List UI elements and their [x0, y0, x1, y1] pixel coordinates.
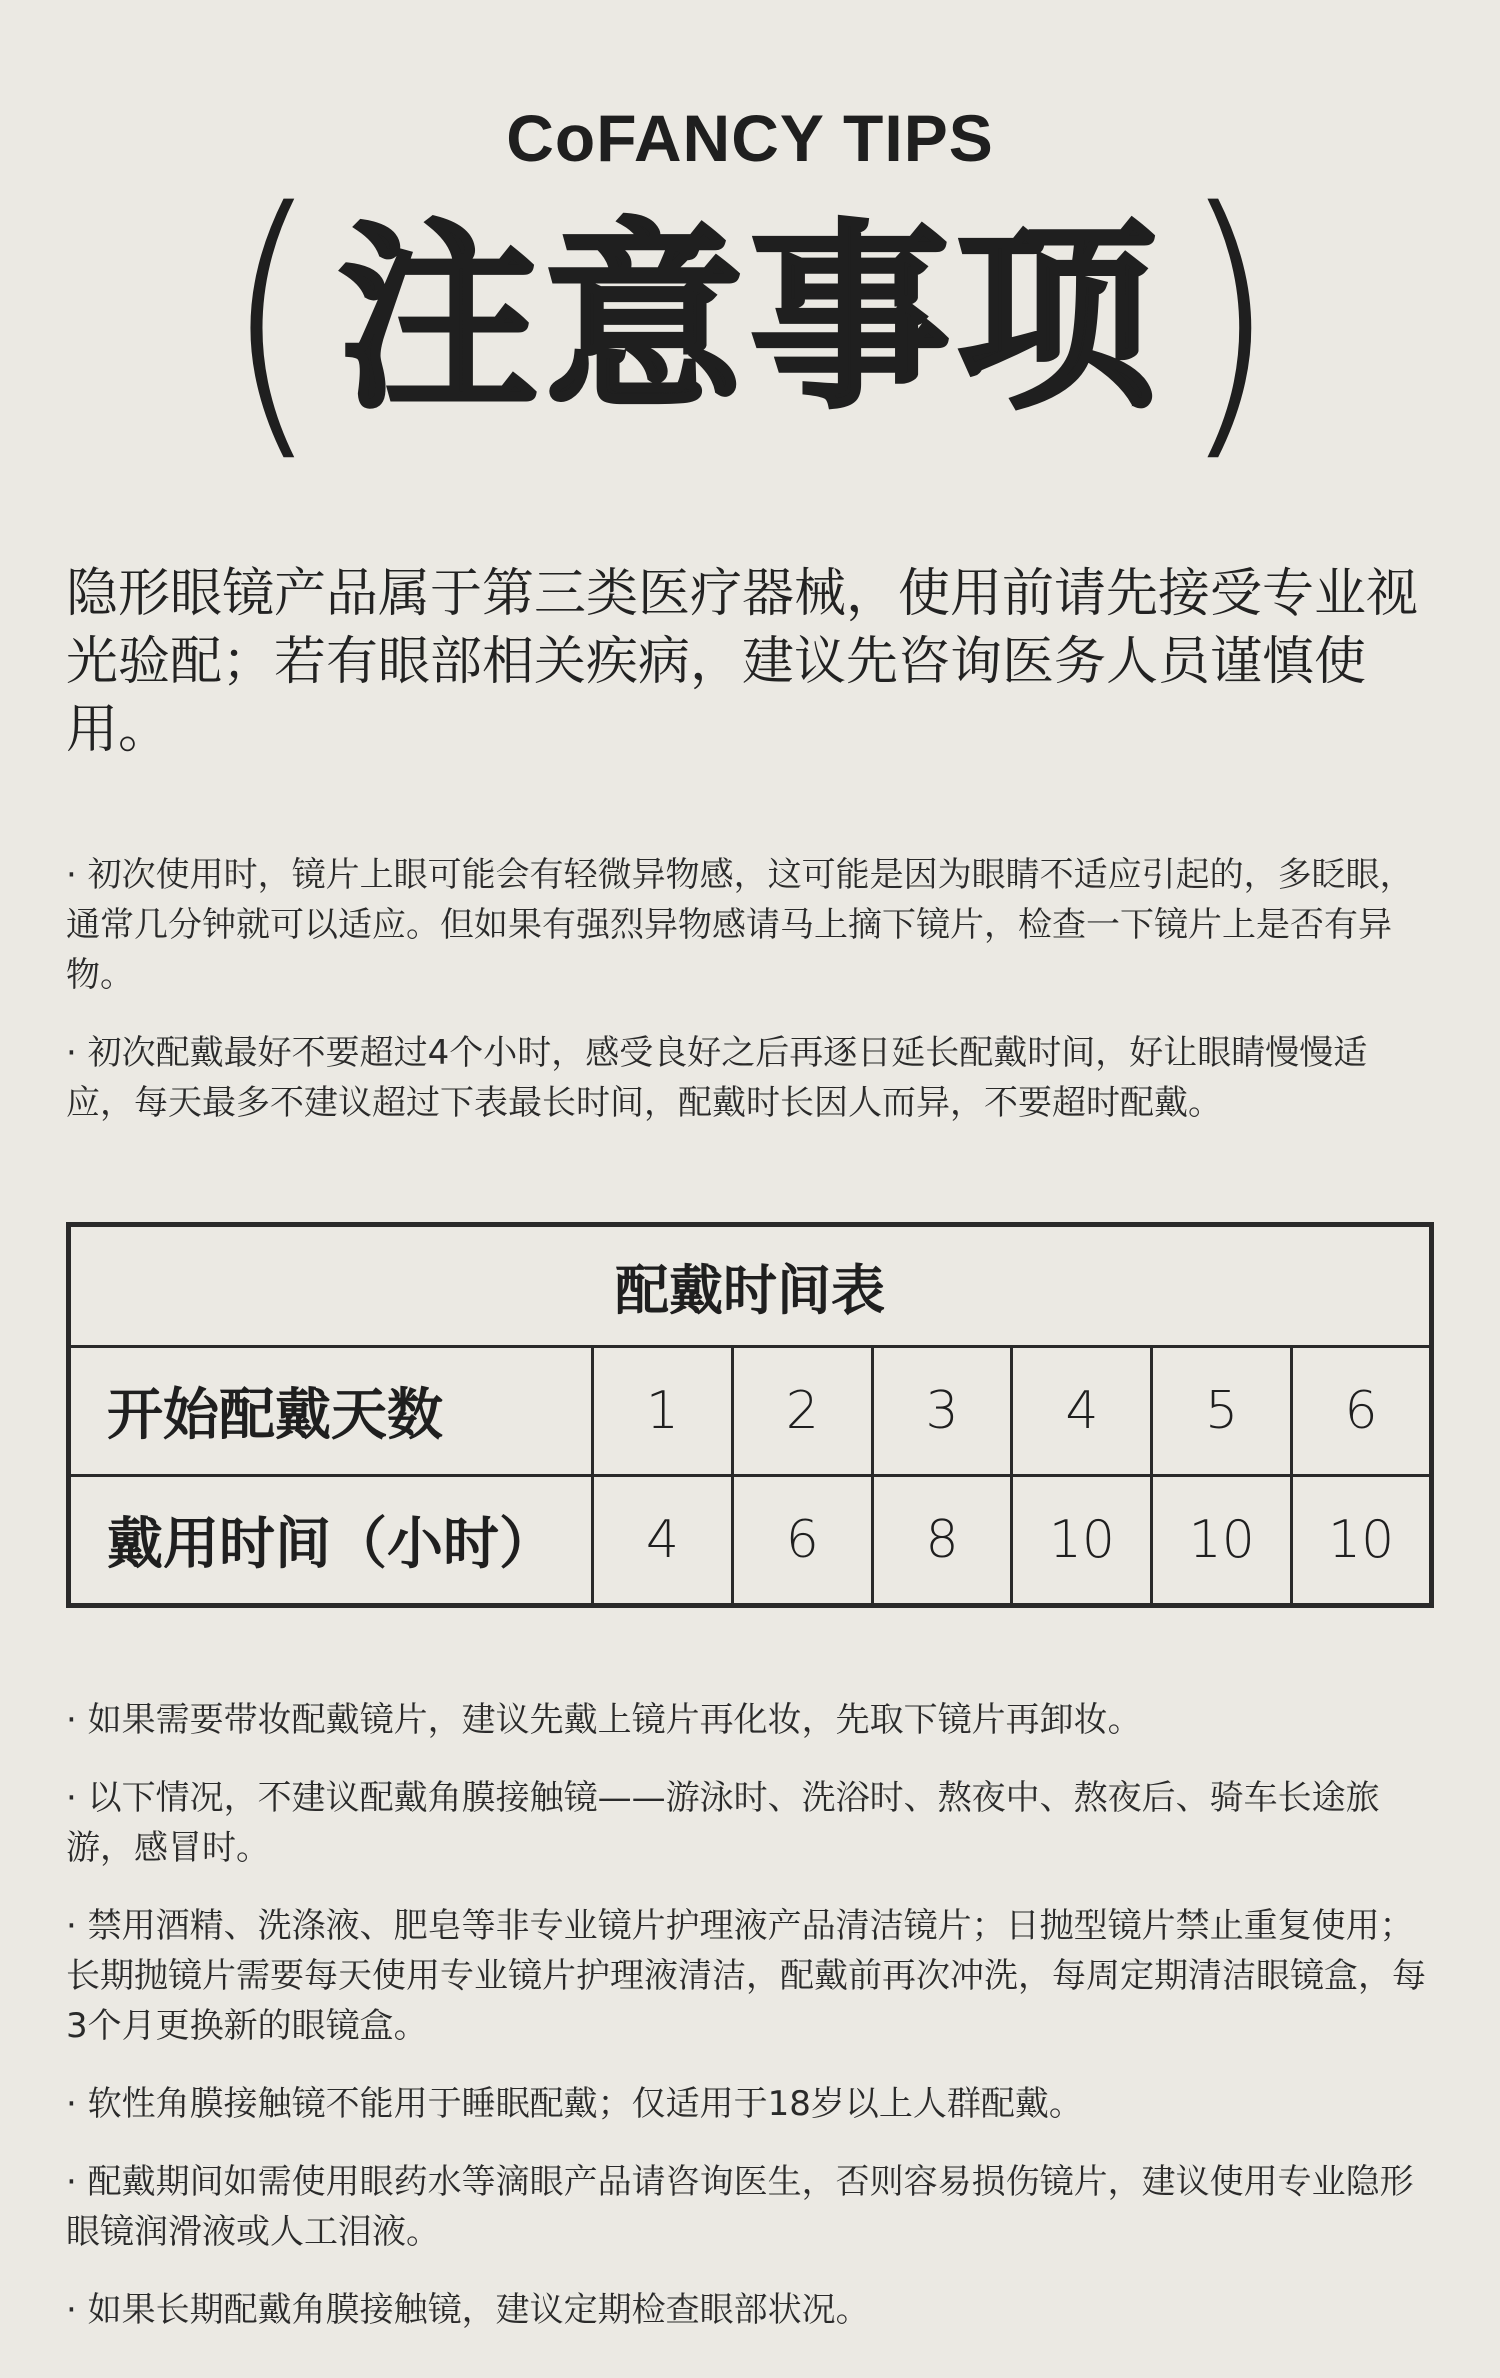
note-item: · 禁用酒精、洗涤液、肥皂等非专业镜片护理液产品清洁镜片；日抛型镜片禁止重复使用；长期抛镜片需要每天使用专业镜片护理液清洁，配戴前再次冲洗，每周定期清洁眼镜盒，每3个月更换新的眼镜盒。 — [66, 1906, 1426, 2046]
note-item: · 初次使用时，镜片上眼可能会有轻微异物感，这可能是因为眼睛不适应引起的，多眨眼，通常几分钟就可以适应。但如果有强烈异物感请马上摘下镜片，检查一下镜片上是否有异物。 — [66, 855, 1414, 995]
hours-cell: 10 — [1152, 1476, 1292, 1606]
day-cell: 2 — [732, 1347, 872, 1476]
hours-cell: 6 — [732, 1476, 872, 1606]
hours-cell: 10 — [1292, 1476, 1432, 1606]
row-label-hours: 戴用时间（小时） — [69, 1476, 593, 1606]
note-item: · 软性角膜接触镜不能用于睡眠配戴；仅适用于18岁以上人群配戴。 — [66, 2084, 1083, 2124]
day-cell: 6 — [1292, 1347, 1432, 1476]
note-item: · 以下情况，不建议配戴角膜接触镜——游泳时、洗浴时、熬夜中、熬夜后、骑车长途旅游，感冒时。 — [66, 1778, 1380, 1868]
day-cell: 4 — [1012, 1347, 1152, 1476]
day-cell: 1 — [593, 1347, 733, 1476]
wear-schedule-table — [66, 1222, 1434, 1608]
note-item: · 初次配戴最好不要超过4个小时，感受良好之后再逐日延长配戴时间，好让眼睛慢慢适应，每天最多不建议超过下表最长时间，配戴时长因人而异，不要超时配戴。 — [66, 1033, 1368, 1123]
note-item: · 如果长期配戴角膜接触镜，建议定期检查眼部状况。 — [66, 2290, 870, 2330]
brand-heading: CoFANCY TIPS — [506, 101, 994, 175]
day-cell: 3 — [872, 1347, 1012, 1476]
day-cell: 5 — [1152, 1347, 1292, 1476]
table-caption: 配戴时间表 — [69, 1225, 1432, 1347]
hours-cell: 8 — [872, 1476, 1012, 1606]
notes-top — [66, 850, 1426, 1156]
intro-paragraph: 隐形眼镜产品属于第三类医疗器械，使用前请先接受专业视光验配；若有眼部相关疾病，建议先咨询医务人员谨慎使用。 — [66, 564, 1419, 760]
table-row-days — [69, 1347, 1432, 1476]
hours-cell: 4 — [593, 1476, 733, 1606]
title-text: 注意事项 — [337, 203, 1162, 436]
hours-cell: 10 — [1012, 1476, 1152, 1606]
title-close-paren: ) — [1180, 151, 1277, 488]
title-open-paren: ( — [223, 151, 320, 488]
note-item: · 如果需要带妆配戴镜片，建议先戴上镜片再化妆，先取下镜片再卸妆。 — [66, 1700, 1142, 1740]
notes-bottom — [66, 1695, 1426, 2363]
note-item: · 配戴期间如需使用眼药水等滴眼产品请咨询医生，否则容易损伤镜片，建议使用专业隐形眼镜润滑液或人工泪液。 — [66, 2162, 1414, 2252]
row-label-days: 开始配戴天数 — [69, 1347, 593, 1476]
table-row-hours — [69, 1476, 1432, 1606]
page-title — [0, 151, 1500, 488]
